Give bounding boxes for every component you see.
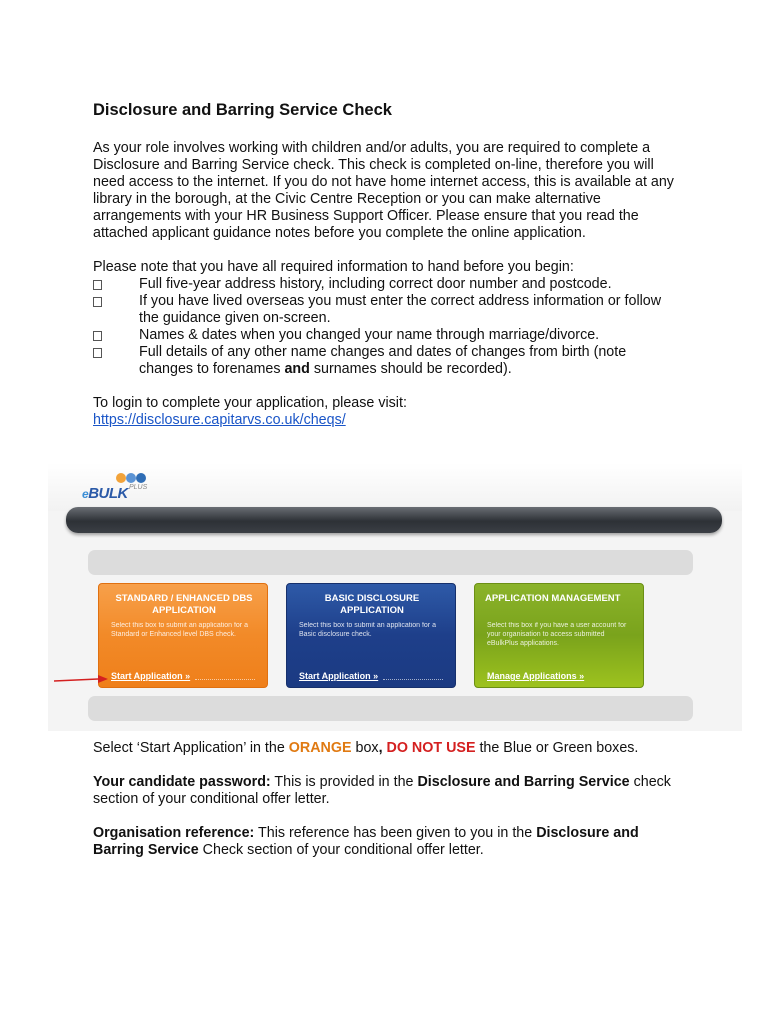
checkbox-icon bbox=[93, 297, 102, 307]
password-paragraph: Your candidate password: This is provided in the Disclosure and Barring Service check section of your conditional offer letter. bbox=[93, 774, 671, 807]
ebulk-logo bbox=[82, 469, 152, 509]
login-text: To login to complete your application, please visit: bbox=[93, 395, 407, 411]
checkbox-icon bbox=[93, 348, 102, 358]
red-arrow-icon bbox=[54, 675, 108, 685]
ebulk-header bbox=[48, 463, 742, 511]
instruction-text: Select ‘Start Application’ in the ORANGE box, DO NOT USE the Blue or Green boxes. bbox=[93, 740, 639, 756]
orange-label: ORANGE bbox=[288, 740, 352, 756]
ebulk-screenshot bbox=[48, 463, 742, 731]
list-item: If you have lived overseas you must enter the correct address information or follow the guidance given on-screen. bbox=[93, 293, 683, 327]
checkbox-icon bbox=[93, 331, 102, 341]
manage-applications-link[interactable]: Manage Applications » bbox=[487, 671, 585, 681]
list-item: Names & dates when you changed your name through marriage/divorce. bbox=[93, 327, 683, 344]
checkbox-icon bbox=[93, 280, 102, 290]
list-item: Full details of any other name changes and dates of changes from birth (note changes to forenames and surnames should be recorded). bbox=[93, 344, 683, 378]
page-title: Disclosure and Barring Service Check bbox=[93, 101, 392, 119]
login-link[interactable]: https://disclosure.capitarvs.co.uk/cheqs/ bbox=[93, 412, 346, 428]
bottom-panel-bar bbox=[88, 696, 693, 721]
dotted-rule bbox=[195, 679, 255, 680]
start-application-link[interactable]: Start Application » bbox=[111, 671, 191, 681]
checklist-intro: Please note that you have all required information to hand before you begin: bbox=[93, 259, 574, 275]
basic-disclosure-card[interactable]: BASIC DISCLOSURE APPLICATION Select this box to submit an application for a Basic disclosure check. Start Application » bbox=[286, 583, 456, 688]
logo-text: eBULK bbox=[82, 485, 128, 502]
instructions-body bbox=[93, 740, 683, 859]
nav-bar bbox=[66, 507, 722, 533]
document-body bbox=[93, 100, 683, 429]
top-panel-bar bbox=[88, 550, 693, 575]
requirements-list bbox=[93, 276, 683, 378]
logo-plus: PLUS bbox=[129, 484, 148, 491]
list-item: Full five-year address history, including correct door number and postcode. bbox=[93, 276, 683, 293]
org-reference-paragraph: Organisation reference: This reference has been given to you in the Disclosure and Barring Service Check section of your conditional offer letter. bbox=[93, 825, 639, 858]
start-application-link[interactable]: Start Application » bbox=[299, 671, 379, 681]
do-not-use-label: DO NOT USE bbox=[386, 740, 476, 756]
intro-paragraph: As your role involves working with children and/or adults, you are required to complete a Disclosure and Barring Service check. This check is completed on-line, therefore you will need access to the internet. If you do not have home internet access, this is available at any library in the borough, at the Civic Centre Reception or you can make alternative arrangements with your HR Business Support Officer. Please ensure that you read the attached applicant guidance notes before you complete the online application. bbox=[93, 140, 674, 241]
application-management-card[interactable]: APPLICATION MANAGEMENT Select this box if you have a user account for your organisation to access submitted eBulkPlus applications. Manage Applications » bbox=[474, 583, 644, 688]
dotted-rule bbox=[383, 679, 443, 680]
standard-enhanced-card[interactable]: STANDARD / ENHANCED DBS APPLICATION Select this box to submit an application for a Standard or Enhanced level DBS check. Start Application » bbox=[98, 583, 268, 688]
